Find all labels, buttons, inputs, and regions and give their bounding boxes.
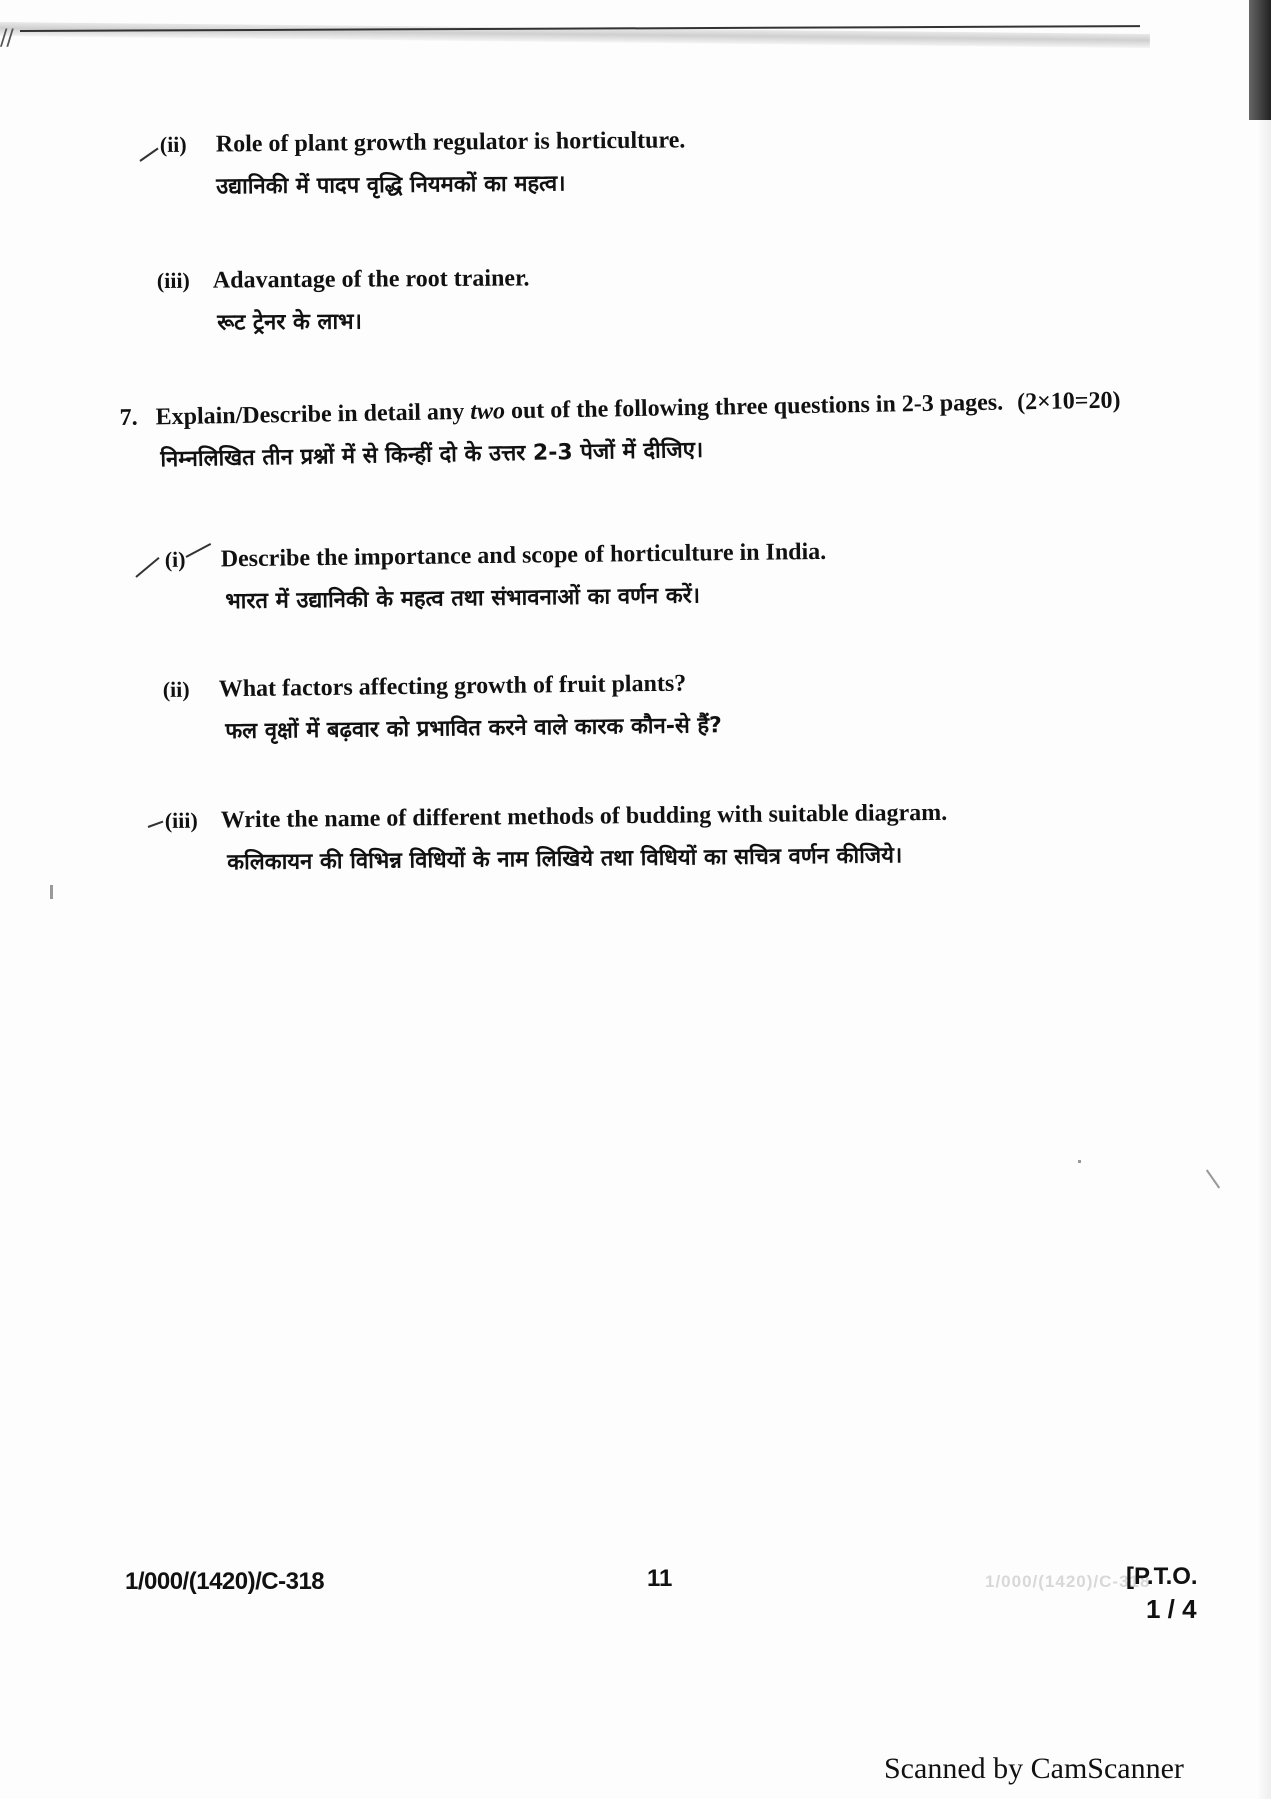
subquestion-hindi-text: फल वृक्षों में बढ़वार को प्रभावित करने वाले कारक कौन-से हैं? <box>225 713 723 745</box>
margin-scratch-mark: / / <box>0 26 10 51</box>
question-number: 7. <box>119 404 138 432</box>
instruction-emphasis: two <box>470 398 506 425</box>
subquestion-number: (ii) <box>162 676 190 703</box>
item-ii <box>160 127 686 201</box>
paper-code: 1/000/(1420)/C-318 <box>125 1568 325 1595</box>
instruction-part-2: out of the following three questions in 2-3 pages. <box>504 389 1004 425</box>
subquestion-hindi-text: भारत में उद्यानिकी के महत्व तथा संभावनाओं का वर्णन करें। <box>225 583 701 615</box>
subquestion-english-text: Describe the importance and scope of horticulture in India. <box>220 538 827 573</box>
scan-edge-shadow <box>1249 0 1271 120</box>
page-number: 11 <box>647 1565 673 1592</box>
sheet-counter: 1 / 4 <box>1146 1594 1197 1624</box>
scan-speck <box>1206 1169 1220 1188</box>
item-english-text: Role of plant growth regulator is horticulture. <box>215 127 686 158</box>
item-hindi-text: उद्यानिकी में पादप वृद्धि नियमकों का महत्व। <box>216 171 566 200</box>
subquestion-number: (i) <box>164 546 186 573</box>
handwritten-tick-mark <box>135 557 159 578</box>
item-hindi-text: रूट ट्रेनर के लाभ। <box>217 309 363 336</box>
handwritten-tick-mark <box>148 821 164 828</box>
instruction-part-1: Explain/Describe in detail any <box>155 398 471 431</box>
scanner-watermark: Scanned by CamScanner <box>884 1752 1184 1785</box>
scan-speck <box>50 885 53 899</box>
scan-edge-fade <box>1257 120 1271 1799</box>
subquestion-english-text: What factors affecting growth of fruit plants? <box>218 670 687 703</box>
subquestion-hindi-text: कलिकायन की विभिन्न विधियों के नाम लिखिये तथा विधियों का सचित्र वर्णन कीजिये। <box>227 843 903 876</box>
item-english-text: Adavantage of the root trainer. <box>212 265 530 294</box>
question-7 <box>119 388 1121 474</box>
question-hindi-instruction: निम्नलिखित तीन प्रश्नों में से किन्हीं दो के उत्तर 2-3 पेजों में दीजिए। <box>160 437 704 473</box>
handwritten-tick-mark <box>139 148 158 162</box>
subquestion-english-text: Write the name of different methods of budding with suitable diagram. <box>220 799 948 834</box>
subquestion-i <box>165 539 827 616</box>
please-turn-over: [P.T.O. <box>1126 1563 1198 1590</box>
question-instruction <box>155 390 1003 432</box>
question-marks: (2×10=20) <box>1016 387 1121 416</box>
item-iii <box>157 265 530 337</box>
faded-paper-code: 1/000/(1420)/C-318 <box>985 1572 1151 1591</box>
item-number: (ii) <box>159 131 187 158</box>
scan-speck <box>1078 1160 1081 1163</box>
subquestion-iii <box>165 800 948 877</box>
item-number: (iii) <box>156 267 190 294</box>
subquestion-ii <box>163 670 722 746</box>
subquestion-number: (iii) <box>164 807 198 834</box>
